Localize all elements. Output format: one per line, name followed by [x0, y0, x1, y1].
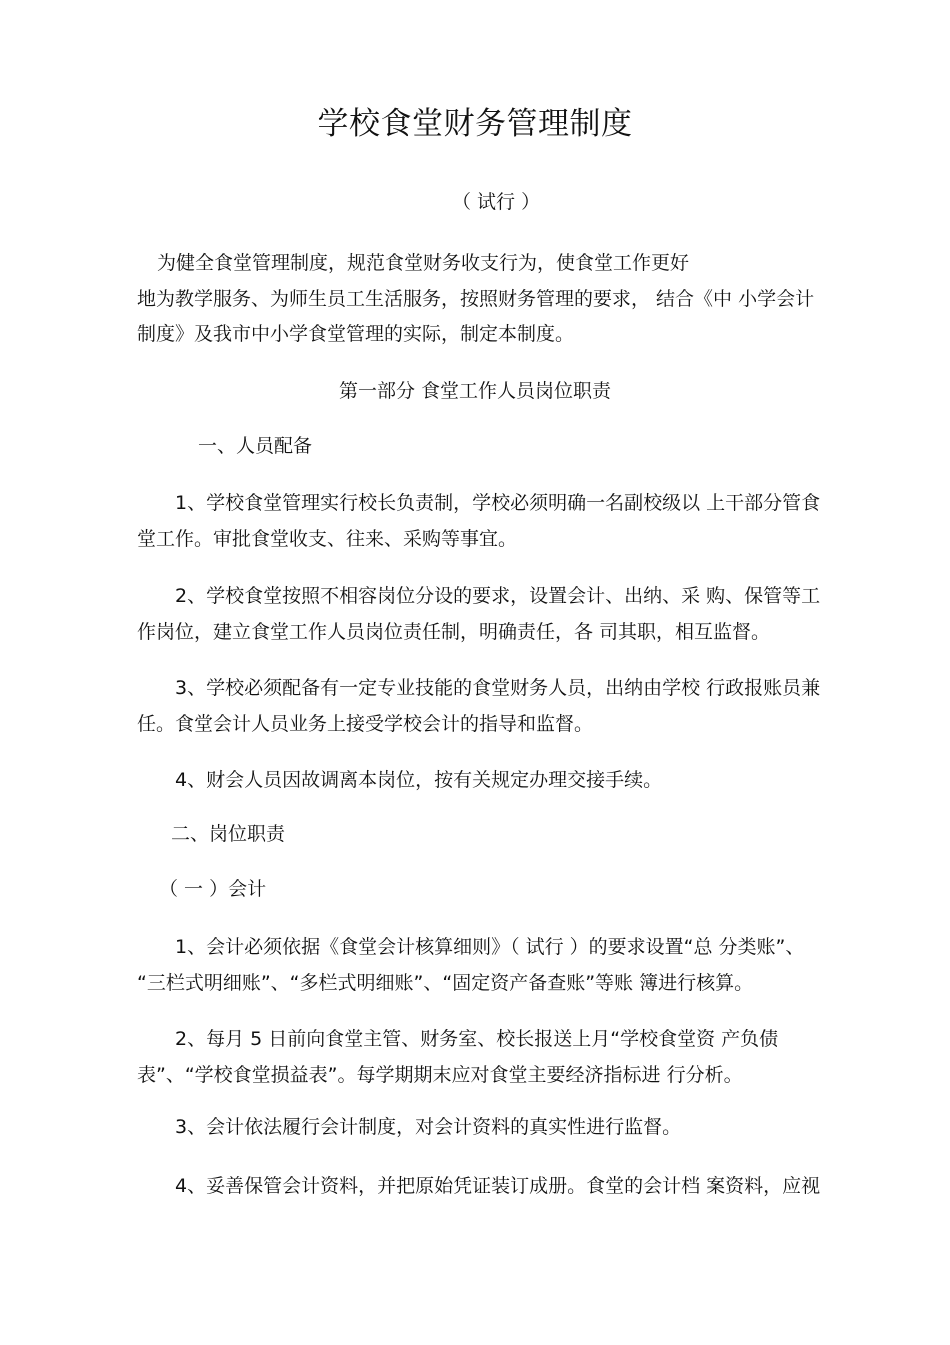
- staffing-item-3: [137, 670, 853, 742]
- accounting-item-4: [137, 1168, 853, 1204]
- staffing-item-2: [137, 578, 853, 650]
- accounting-item-2: [137, 1021, 853, 1093]
- staffing-item-2-line-2: 作岗位，建立食堂工作人员岗位责任制，明确责任，各 司其职，相互监督。: [137, 621, 771, 643]
- accounting-item-3-line-1: 3、会计依法履行会计制度，对会计资料的真实性进行监督。: [175, 1116, 682, 1138]
- accounting-item-2-line-1: 2、每月 5 日前向食堂主管、财务室、校长报送上月“学校食堂资 产负债: [175, 1028, 779, 1050]
- document-title: 学校食堂财务管理制度: [317, 106, 633, 142]
- part-heading: 第一部分 食堂工作人员岗位职责: [338, 380, 612, 402]
- staffing-item-1-line-2: 堂工作。审批食堂收支、往来、采购等事宜。: [137, 528, 518, 550]
- staffing-item-4: [137, 762, 853, 798]
- staffing-item-1-line-1: 1、学校食堂管理实行校长负责制，学校必须明确一名副校级以 上干部分管食: [175, 492, 821, 514]
- document-subtitle: （ 试行 ）: [452, 191, 541, 213]
- accounting-item-1-line-2: “三栏式明细账”、“多栏式明细账”、“固定资产备查账”等账 簿进行核算。: [137, 972, 754, 994]
- subsection-heading-accounting: （ 一 ）会计: [159, 878, 267, 900]
- staffing-item-2-line-1: 2、学校食堂按照不相容岗位分设的要求，设置会计、出纳、采 购、保管等工: [175, 585, 821, 607]
- intro-line-2: 地为教学服务、为师生员工生活服务，按照财务管理的要求， 结合《中 小学会计: [137, 288, 815, 310]
- section-heading-duties: 二、岗位职责: [171, 823, 286, 845]
- staffing-item-1: [137, 485, 853, 557]
- accounting-item-2-line-2: 表”、“学校食堂损益表”。每学期期末应对食堂主要经济指标进 行分析。: [137, 1064, 743, 1086]
- staffing-item-3-line-2: 任。食堂会计人员业务上接受学校会计的指导和监督。: [137, 713, 594, 735]
- accounting-item-1-line-1: 1、会计必须依据《食堂会计核算细则》（ 试行 ）的要求设置“总 分类账”、: [175, 936, 805, 958]
- section-heading-staffing: 一、人员配备: [198, 435, 313, 457]
- accounting-item-1: [137, 929, 853, 1001]
- staffing-item-3-line-1: 3、学校必须配备有一定专业技能的食堂财务人员，出纳由学校 行政报账员兼: [175, 677, 821, 699]
- accounting-item-4-line-1: 4、妥善保管会计资料，并把原始凭证装订成册。食堂的会计档 案资料，应视: [175, 1175, 821, 1197]
- intro-line-1: 为健全食堂管理制度，规范食堂财务收支行为，使食堂工作更好: [157, 252, 690, 274]
- staffing-item-4-line-1: 4、财会人员因故调离本岗位，按有关规定办理交接手续。: [175, 769, 663, 791]
- accounting-item-3: [137, 1109, 853, 1145]
- intro-line-3: 制度》及我市中小学食堂管理的实际，制定本制度。: [137, 323, 575, 345]
